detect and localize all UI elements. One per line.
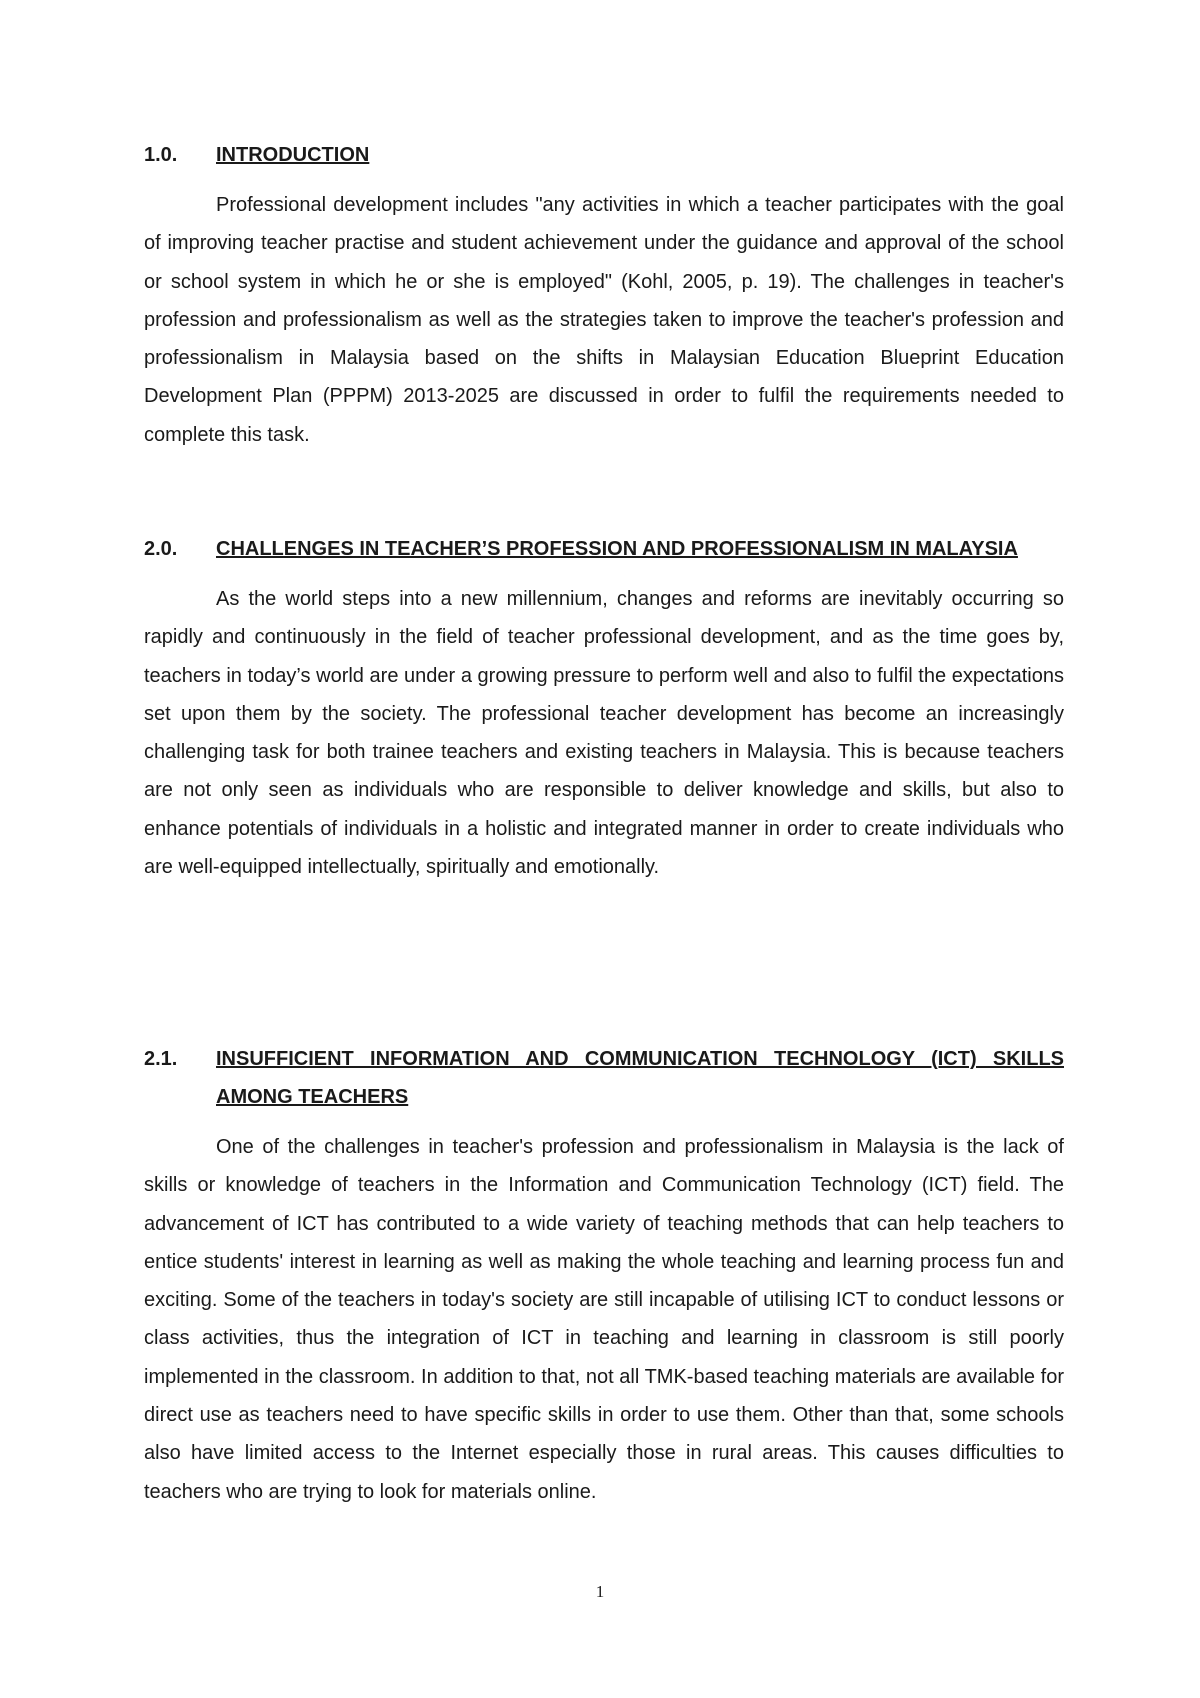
section-number: 1.0.: [144, 144, 178, 166]
section-heading: [144, 1040, 1064, 1116]
section-title: INTRODUCTION: [216, 144, 370, 166]
section-title: CHALLENGES IN TEACHER’S PROFESSION AND PROFESSIONALISM IN MALAYSIA: [216, 538, 1018, 560]
section-paragraph: Professional development includes "any activities in which a teacher participates with the goal of improving teacher practise and student achievement under the guidance and approval of the school or school system in which he or she is employed" (Kohl, 2005, p. 19). The challenges in teacher's profession and professionalism as well as the strategies taken to improve the teacher's profession and professionalism in Malaysia based on the shifts in Malaysian Education Blueprint Education Development Plan (PPPM) 2013-2025 are discussed in order to fulfil the requirements needed to complete this task.: [144, 194, 1064, 446]
section-number: 2.1.: [144, 1048, 178, 1070]
section-number: 2.0.: [144, 538, 178, 560]
section-paragraph: As the world steps into a new millennium, changes and reforms are inevitably occurring so rapidly and continuously in the field of teacher professional development, and as the time goes by, teachers in today’s world are under a growing pressure to perform well and also to fulfil the expectations set upon them by the society. The professional teacher development has become an increasingly challenging task for both trainee teachers and existing teachers in Malaysia. This is because teachers are not only seen as individuals who are responsible to deliver knowledge and skills, but also to enhance potentials of individuals in a holistic and integrated manner in order to create individuals who are well-equipped intellectually, spiritually and emotionally.: [144, 588, 1064, 879]
section-heading: [144, 530, 1064, 568]
section-heading: [144, 136, 1064, 174]
section-introduction: [144, 136, 1064, 454]
section-title: INSUFFICIENT INFORMATION AND COMMUNICATION TECHNOLOGY (ICT) SKILLS AMONG TEACHERS: [216, 1048, 1064, 1108]
section-paragraph: One of the challenges in teacher's profession and professionalism in Malaysia is the lack of skills or knowledge of teachers in the Information and Communication Technology (ICT) field. The advancement of ICT has contributed to a wide variety of teaching methods that can help teachers to entice students' interest in learning as well as making the whole teaching and learning process fun and exciting. Some of the teachers in today's society are still incapable of utilising ICT to conduct lessons or class activities, thus the integration of ICT in teaching and learning in classroom is still poorly implemented in the classroom. In addition to that, not all TMK-based teaching materials are available for direct use as teachers need to have specific skills in order to use them. Other than that, some schools also have limited access to the Internet especially those in rural areas. This causes difficulties to teachers who are trying to look for materials online.: [144, 1136, 1064, 1503]
section-challenges: [144, 530, 1064, 886]
page-number: 1: [595, 1582, 605, 1601]
section-ict-skills: [144, 1040, 1064, 1511]
